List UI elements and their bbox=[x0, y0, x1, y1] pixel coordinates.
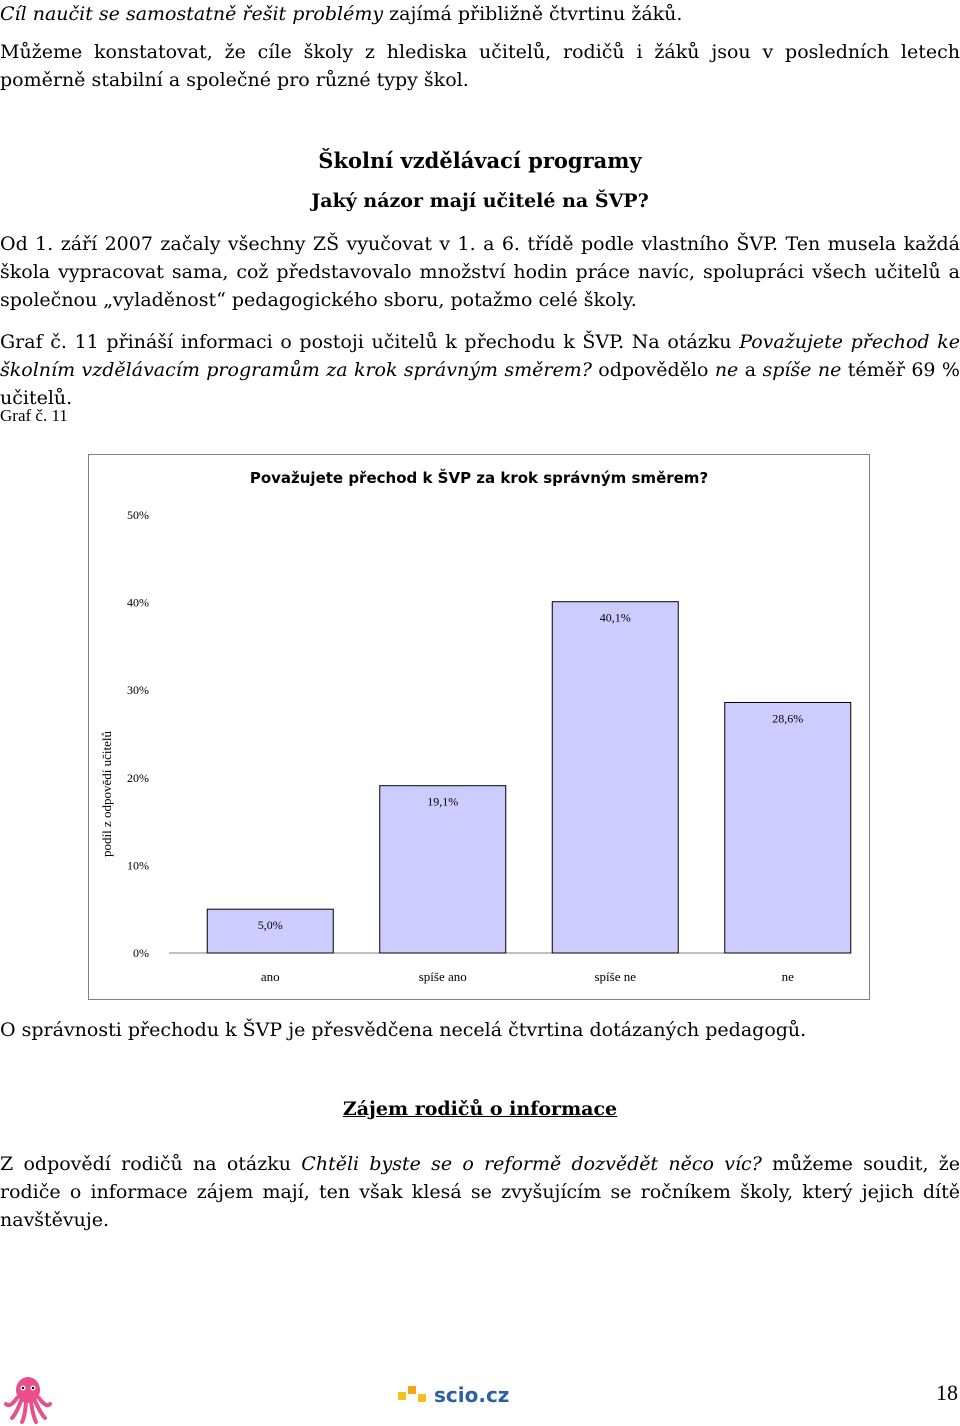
y-axis-label: podíl z odpovědí učitelů bbox=[99, 730, 114, 858]
y-tick-label: 20% bbox=[127, 770, 149, 785]
y-tick-label: 40% bbox=[127, 595, 149, 610]
italic-phrase: Cíl naučit se samostatně řešit problémy bbox=[0, 3, 384, 25]
y-tick-label: 30% bbox=[127, 683, 149, 698]
x-tick-label: spíše ano bbox=[418, 969, 467, 984]
text-span: Z odpovědí rodičů na otázku bbox=[0, 1153, 302, 1175]
bar bbox=[552, 602, 678, 953]
bar bbox=[725, 702, 851, 953]
logo-square-icon bbox=[398, 1392, 406, 1400]
x-tick-label: ano bbox=[260, 969, 280, 984]
x-tick-label: spíše ne bbox=[594, 969, 637, 984]
paragraph-svp-intro: Od 1. září 2007 začaly všechny ZŠ vyučovat v 1. a 6. třídě podle vlastního ŠVP. Ten musela každá škola vypracovat sama, což představovalo množství hodin práce navíc, spolupráci všech učitelů a společnou „vyladěnost“ pedagogického sboru, potažmo celé školy. bbox=[0, 233, 960, 311]
italic-answer-spise-ne: spíše ne bbox=[762, 359, 842, 381]
italic-answer-ne: ne bbox=[714, 359, 739, 381]
paragraph-conclusion: O správnosti přechodu k ŠVP je přesvědčena necelá čtvrtina dotázaných pedagogů. bbox=[0, 1019, 807, 1041]
bar bbox=[380, 786, 506, 953]
x-tick-label: ne bbox=[781, 969, 794, 984]
bar-value-label: 19,1% bbox=[427, 794, 459, 809]
italic-question: Považujete přechod ke školním vzdělávacím programům za krok správným směrem? bbox=[0, 331, 960, 381]
logo-text: scio.cz bbox=[434, 1383, 510, 1407]
bar-value-label: 5,0% bbox=[257, 918, 283, 933]
text-span: Graf č. 11 přináší informaci o postoji učitelů k přechodu k ŠVP. Na otázku bbox=[0, 331, 740, 353]
chart-title: Považujete přechod k ŠVP za krok správným směrem? bbox=[249, 469, 709, 487]
italic-question: Chtěli byste se o reformě dozvědět něco víc? bbox=[301, 1153, 762, 1175]
text-span: téměř 69 % učitelů. bbox=[0, 359, 960, 409]
graph-caption: Graf č. 11 bbox=[0, 406, 68, 425]
octopus-mascot-icon bbox=[4, 1374, 52, 1424]
paragraph-graph-info bbox=[0, 328, 960, 412]
text-span: můžeme soudit, že rodiče o informace zájem mají, ten však klesá se zvyšujícím se ročníkem školy, který jejich dítě navštěvuje. bbox=[0, 1153, 960, 1231]
section-heading: Školní vzdělávací programy bbox=[318, 148, 642, 173]
y-tick-label: 50% bbox=[127, 508, 149, 522]
bar-value-label: 40,1% bbox=[599, 610, 631, 625]
text-span: a bbox=[738, 359, 763, 381]
y-tick-label: 0% bbox=[133, 946, 149, 960]
scio-logo bbox=[398, 1382, 528, 1412]
paragraph-parents bbox=[0, 1150, 960, 1234]
text-span: odpovědělo bbox=[591, 359, 715, 381]
subsection-heading: Jaký názor mají učitelé na ŠVP? bbox=[311, 190, 649, 212]
bar-value-label: 28,6% bbox=[772, 711, 804, 726]
logo-square-icon bbox=[418, 1394, 426, 1402]
chart-canvas bbox=[89, 455, 869, 999]
y-tick-label: 10% bbox=[127, 858, 149, 873]
logo-graphic bbox=[398, 1382, 528, 1408]
page-number: 18 bbox=[936, 1380, 958, 1405]
logo-square-icon bbox=[408, 1386, 416, 1394]
text-span: zajímá přibližně čtvrtinu žáků. bbox=[383, 3, 683, 25]
paragraph-goals-problem-solving bbox=[0, 0, 960, 28]
parents-heading: Zájem rodičů o informace bbox=[342, 1098, 618, 1120]
bar-chart bbox=[88, 454, 870, 1000]
paragraph-goals-stable: Můžeme konstatovat, že cíle školy z hlediska učitelů, rodičů i žáků jsou v posledních letech poměrně stabilní a společné pro různé typy škol. bbox=[0, 41, 960, 91]
